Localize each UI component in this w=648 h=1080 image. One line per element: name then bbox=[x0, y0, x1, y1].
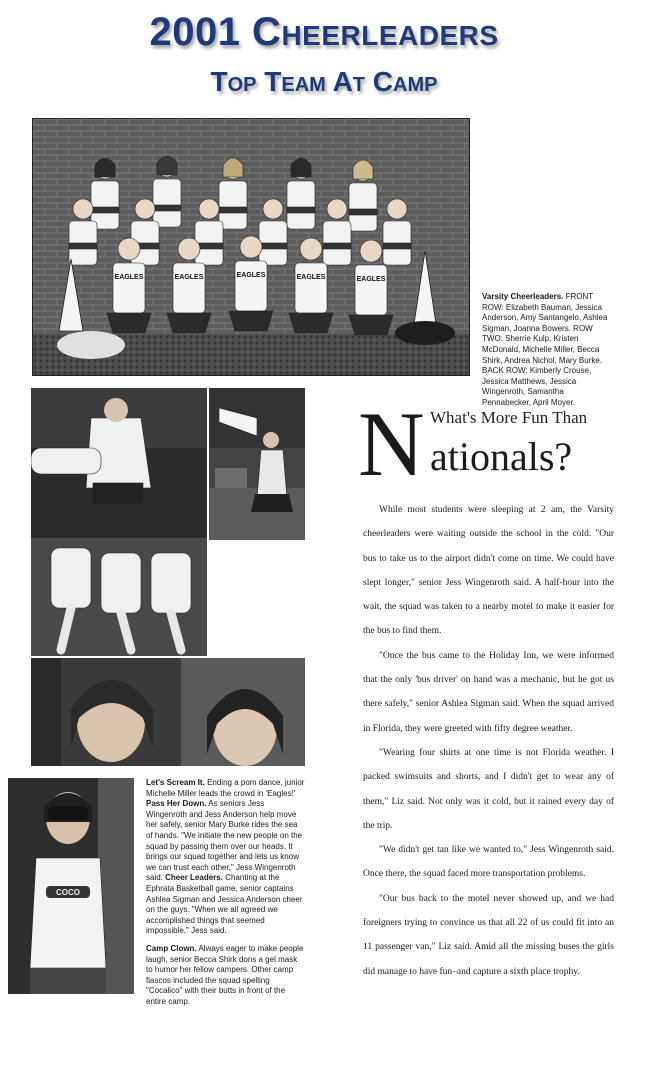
page-subtitle: Top Team At Camp bbox=[210, 66, 438, 97]
story-paragraph: "Once the bus came to the Holiday Inn, we were informed that the only 'bus driver' on hand was a mechanic, but he got us there safely," senior Ashlea Sigman said. When the squad arrived in Florida, they were greeted with fifty degree weather. bbox=[363, 650, 614, 734]
story-paragraph: While most students were sleeping at 2 am, the Varsity cheerleaders were waiting outside the school in the cold. "Our bus to take us to the airport didn't come on time. We could have slept longer," senior Jess Wingenroth said. A half-hour into the wait, the squad was taken to a nearby motel to make it easier for the bus to find them. bbox=[363, 505, 614, 637]
faces-photo bbox=[31, 658, 305, 766]
team-uniform-text: EAGLES bbox=[174, 274, 204, 281]
team-caption-lead: Varsity Cheerleaders. bbox=[482, 292, 564, 301]
story-paragraph: "Our bus back to the motel never showed up, and we had foreigners trying to convince us that all 22 of us could fit into an 11 passenger van," Liz said. Amid all the missing buses the girls did manage to have fun–and capture a sixth place trophy. bbox=[363, 893, 614, 977]
team-caption-text: FRONT ROW: Elizabeth Bauman, Jessica Anderson, Amy Santangelo, Ashlea Sigman, Joanna Bowers. ROW TWO: Sherrie Kulp, Kristen McDonald, Michelle Miller, Becca Shirk, Andrea Nichol, Mary Burke. BACK ROW: Kimberly Crouse, Jessica Matthews, Jessica Wingenroth, Samantha Pennabecker, April Moyer. bbox=[482, 292, 608, 407]
caption-text-clown: Always eager to make people laugh, senior Becca Shirk dons a gel mask to humor her fellow campers. Other camp fiascos included the squad spelling "Cocalico" with their butts in front of the entire camp. bbox=[146, 943, 304, 1006]
headline-kicker: What's More Fun Than bbox=[430, 408, 588, 427]
team-photo bbox=[32, 118, 470, 376]
caption-lead-pass: Pass Her Down. bbox=[146, 799, 207, 809]
story-paragraph: "We didn't get tan like we wanted to," Jess Wingenroth said. Once there, the squad faced more transportation problems. bbox=[363, 845, 614, 880]
team-caption bbox=[482, 292, 614, 409]
story-paragraph: "Wearing four shirts at one time is not Florida weather. I packed swimsuits and shorts, and I didn't get to wear any of them," Liz said. Not only was it cold, but it rained every day of the trip. bbox=[363, 747, 614, 831]
clown-shirt-text: COCO bbox=[56, 888, 80, 897]
page-title: 2001 Cheerleaders bbox=[149, 10, 499, 54]
caption-text-scream: Ending a pom dance, junior Michelle Miller leads the crowd in 'Eagles!' bbox=[146, 778, 305, 798]
caption-lead-scream: Let's Scream It. bbox=[146, 778, 205, 787]
team-uniform-text: EAGLES bbox=[114, 274, 144, 281]
megaphone-photo bbox=[209, 388, 305, 540]
team-uniform-text: EAGLES bbox=[296, 274, 326, 281]
headline-dropcap: N bbox=[358, 393, 425, 495]
caption-lead-clown: Camp Clown. bbox=[146, 943, 197, 953]
clown-photo bbox=[8, 778, 134, 994]
story-body bbox=[363, 498, 614, 984]
team-uniform-text: EAGLES bbox=[356, 276, 386, 283]
caption-text-cheer: Chanting at the Ephrata Basketball game, senior captains Ashlea Sigman and Jessica Anderson cheer on the guys. "When we all agreed we accomplished things that seemed impossible," Jess said. bbox=[146, 873, 303, 936]
caption-lead-cheer: Cheer Leaders. bbox=[165, 873, 223, 883]
team-uniform-text: EAGLES bbox=[236, 272, 266, 279]
headline-main: ationals? bbox=[430, 434, 573, 479]
side-caption bbox=[146, 778, 306, 1007]
pyramid-photo bbox=[31, 388, 207, 656]
caption-text-pass: As seniors Jess Wingenroth and Jess Anderson help move her safely, senior Mary Burke rides the sea of hands. "We initiate the new people on the squad by passing them over our heads. It brings our squad together and lets us know we can trust each other," Jess Wingenroth said. bbox=[146, 799, 303, 883]
